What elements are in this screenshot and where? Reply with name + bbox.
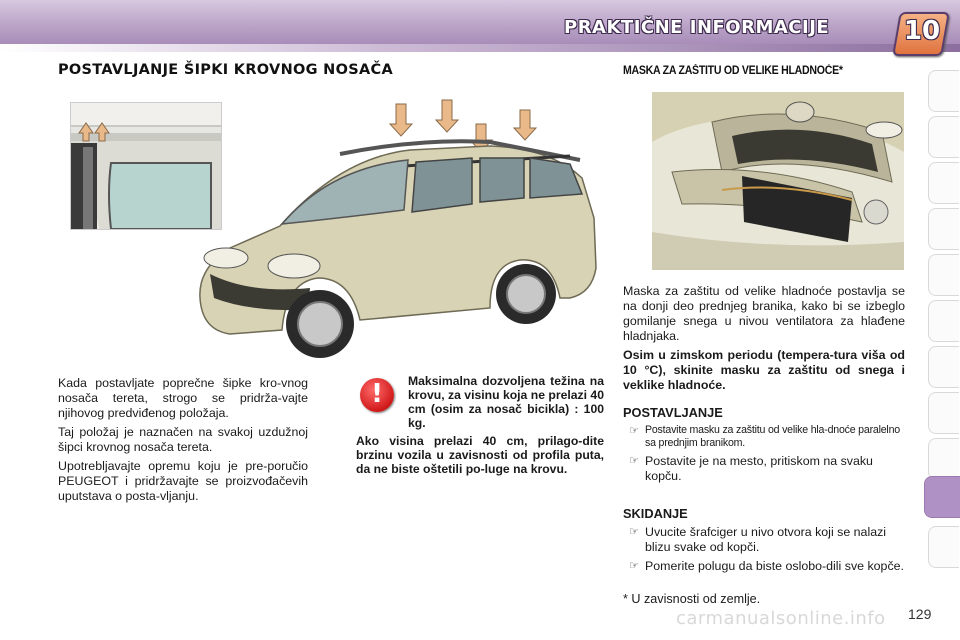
warning-text-indented: Maksimalna dozvoljena težina na krovu, za visinu koja ne prelazi 40 cm (osim za nosač bicikla) : 100 kg. xyxy=(408,374,604,430)
footnote: * U zavisnosti od zemlje. xyxy=(623,592,761,606)
cold-climate-mask-title: MASKA ZA ZAŠTITU OD VELIKE HLADNOĆE* xyxy=(623,65,843,77)
warning-text xyxy=(356,374,604,430)
page-number: 129 xyxy=(908,606,932,622)
remove-step xyxy=(623,559,905,574)
paragraph: Taj položaj je naznačen na svakoj uzdužnoj šipci krovnog nosača tereta. xyxy=(58,425,308,454)
install-step xyxy=(623,454,905,484)
paragraph: Kada postavljate poprečne šipke kro-vnog nosača tereta, strogo se pridrža-vajte njihovog predviđenog položaja. xyxy=(58,376,308,420)
cold-climate-mask-text xyxy=(623,284,905,578)
header-swoosh xyxy=(0,44,960,52)
pointing-hand-icon: ☞ xyxy=(629,560,639,572)
remove-step-text: Pomerite polugu da biste oslobo-dili sve kopče. xyxy=(645,559,904,573)
pointing-hand-icon: ☞ xyxy=(629,526,639,538)
roof-load-warning xyxy=(356,374,604,480)
mask-note: Osim u zimskom periodu (tempera-tura viša od 10 °C), skinite masku za zaštitu od snega i veklike hladnoće. xyxy=(623,348,905,392)
remove-heading: SKIDANJE xyxy=(623,506,688,521)
side-tab[interactable] xyxy=(928,392,959,434)
roof-bars-instructions xyxy=(58,376,308,508)
watermark: carmanualsonline.info xyxy=(676,608,886,629)
roof-bars-title: POSTAVLJANJE ŠIPKI KROVNOG NOSAČA xyxy=(58,62,393,78)
car-roof-bars-illustration xyxy=(190,98,600,360)
remove-step-text: Uvucite šrafciger u nivo otvora koji se nalazi blizu svake od kopči. xyxy=(645,525,887,554)
install-step xyxy=(623,424,905,450)
side-tab[interactable] xyxy=(928,300,959,342)
install-step-text: Postavite masku za zaštitu od velike hla-dnoće paralelno sa prednjim branikom. xyxy=(645,424,900,449)
chapter-title: PRAKTIČNE INFORMACIJE xyxy=(564,17,830,38)
side-tab[interactable] xyxy=(928,162,959,204)
install-heading: POSTAVLJANJE xyxy=(623,405,723,420)
exclamation-icon: ! xyxy=(360,378,394,412)
side-tab[interactable] xyxy=(928,526,959,568)
side-tab[interactable] xyxy=(928,70,959,112)
remove-step xyxy=(623,525,905,555)
cold-climate-mask-illustration xyxy=(652,92,904,270)
side-tab[interactable] xyxy=(928,116,959,158)
chapter-side-tabs xyxy=(928,70,960,580)
side-tab[interactable] xyxy=(928,438,959,480)
install-step-text: Postavite je na mesto, pritiskom na svaku kopču. xyxy=(645,454,873,483)
chapter-number: 10 xyxy=(903,16,941,46)
mask-intro: Maska za zaštitu od velike hladnoće postavlja se na donji deo prednjeg branika, kako bi se izbeglo gomilanje snega u nivou ventilatora za hlađene hladnjaka. xyxy=(623,284,905,343)
side-tab[interactable] xyxy=(928,346,959,388)
side-tab-active[interactable] xyxy=(924,476,960,518)
side-tab[interactable] xyxy=(928,254,959,296)
side-tab[interactable] xyxy=(928,208,959,250)
pointing-hand-icon: ☞ xyxy=(629,455,639,467)
pointing-hand-icon: ☞ xyxy=(629,425,639,437)
warning-text-full: Ako visina prelazi 40 cm, prilago-dite brzinu vozila u zavisnosti od profila puta, da ne biste oštetili po-luge na krovu. xyxy=(356,434,604,476)
paragraph: Upotrebljavajte opremu koju je pre-poručio PEUGEOT i pridržavajte se proizvođačevih uputstava o posta-vljanju. xyxy=(58,459,308,503)
